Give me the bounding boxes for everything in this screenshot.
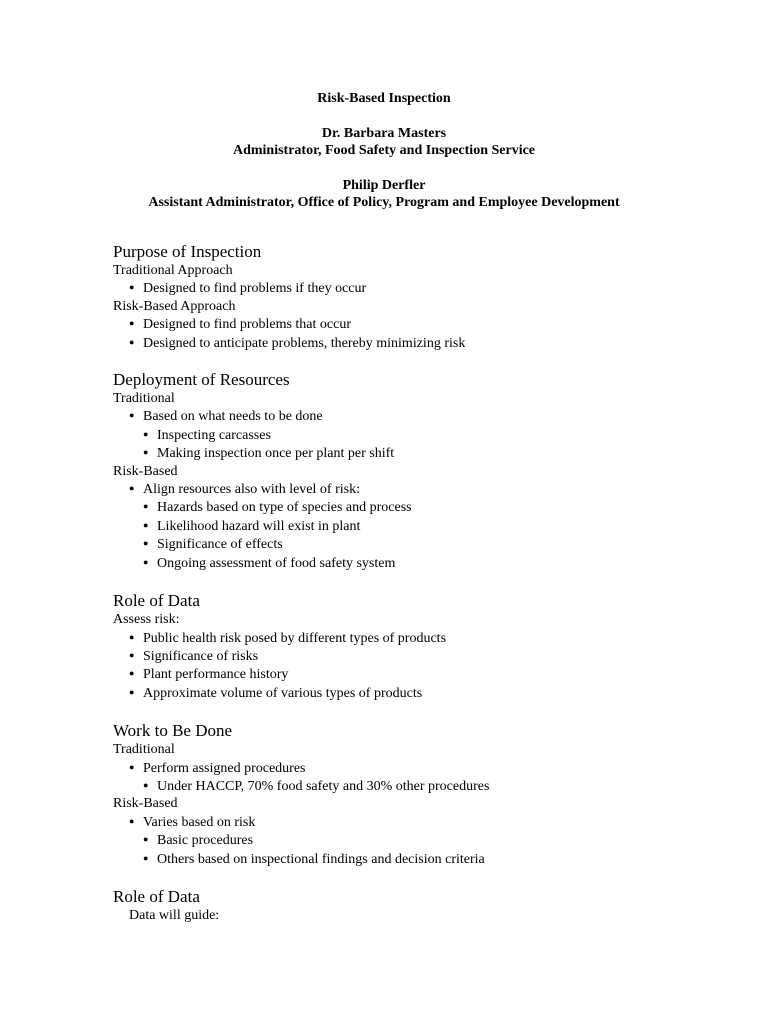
list-item: ● Designed to anticipate problems, thereby minimizing risk: [129, 335, 466, 351]
author-role-1: Administrator, Food Safety and Inspection Service: [232, 143, 536, 158]
bullet-icon: ●: [143, 852, 149, 863]
bullet-icon: ●: [129, 631, 135, 642]
list-item: ● Perform assigned procedures: [129, 760, 306, 776]
bullet-icon: ●: [143, 447, 149, 458]
sub-list-item: ● Likelihood hazard will exist in plant: [143, 518, 361, 534]
section-heading: Deployment of Resources: [113, 370, 290, 390]
bullet-icon: ●: [143, 428, 149, 439]
spacer: [113, 352, 733, 370]
author-role-2: Assistant Administrator, Office of Policy, Program and Employee Development: [148, 195, 620, 210]
subheading-traditional: Traditional: [113, 391, 175, 407]
section-role-of-data-2: [113, 887, 733, 924]
sub-list-item: ● Basic procedures: [143, 833, 254, 849]
section-deployment: [113, 370, 733, 572]
section-purpose: [113, 242, 733, 352]
bullet-icon: ●: [129, 282, 135, 293]
subheading-risk-based: Risk-Based Approach: [113, 298, 236, 314]
bullet-icon: ●: [129, 483, 135, 494]
list-item: ● Align resources also with level of risk:: [129, 482, 360, 498]
section-heading: Role of Data: [113, 886, 200, 906]
subheading-assess-risk: Assess risk:: [113, 612, 180, 628]
bullet-icon: ●: [129, 410, 135, 421]
bullet-icon: ●: [143, 556, 149, 567]
bullet-icon: ●: [129, 761, 135, 772]
document-title: Risk-Based Inspection: [317, 91, 451, 106]
section-heading: Role of Data: [113, 591, 200, 611]
list-item: ● Public health risk posed by different types of products: [129, 630, 447, 646]
bullet-icon: ●: [129, 815, 135, 826]
sub-list-item: ● Under HACCP, 70% food safety and 30% other procedures: [143, 778, 490, 794]
section-heading: Purpose of Inspection: [113, 242, 262, 261]
spacer: [113, 572, 733, 591]
list-item: ● Approximate volume of various types of products: [129, 685, 423, 701]
subheading-traditional: Traditional Approach: [113, 263, 233, 278]
bullet-icon: ●: [143, 538, 149, 549]
list-item: ● Significance of risks: [129, 648, 259, 664]
bullet-icon: ●: [129, 318, 135, 329]
sub-list-item: ● Hazards based on type of species and process: [143, 500, 412, 516]
subheading-traditional: Traditional: [113, 742, 175, 758]
spacer: [113, 702, 733, 721]
bullet-icon: ●: [143, 834, 149, 845]
list-item: ● Designed to find problems if they occur: [129, 281, 367, 297]
author-name-1: Dr. Barbara Masters: [321, 126, 447, 141]
bullet-icon: ●: [143, 501, 149, 512]
sub-list-item: ● Making inspection once per plant per shift: [143, 446, 395, 462]
bullet-icon: ●: [129, 668, 135, 679]
list-item: ● Designed to find problems that occur: [129, 317, 352, 333]
spacer: [113, 868, 733, 887]
section-work-to-be-done: [113, 721, 733, 868]
sub-list-item: ● Ongoing assessment of food safety system: [143, 555, 396, 571]
document-body: [113, 242, 733, 924]
bullet-icon: ●: [129, 649, 135, 660]
body-text: Data will guide:: [129, 907, 220, 923]
section-role-of-data: [113, 591, 733, 702]
bullet-icon: ●: [143, 779, 149, 790]
subheading-risk-based: Risk-Based: [113, 463, 178, 479]
author-name-2: Philip Derfler: [342, 178, 426, 193]
sub-list-item: ● Others based on inspectional findings and decision criteria: [143, 851, 485, 867]
bullet-icon: ●: [129, 686, 135, 697]
section-heading: Work to Be Done: [113, 721, 233, 741]
subheading-risk-based: Risk-Based: [113, 796, 178, 812]
bullet-icon: ●: [129, 336, 135, 347]
sub-list-item: ● Inspecting carcasses: [143, 427, 271, 443]
bullet-icon: ●: [143, 519, 149, 530]
list-item: ● Based on what needs to be done: [129, 409, 323, 425]
sub-list-item: ● Significance of effects: [143, 537, 283, 553]
list-item: ● Plant performance history: [129, 667, 289, 683]
list-item: ● Varies based on risk: [129, 814, 256, 830]
